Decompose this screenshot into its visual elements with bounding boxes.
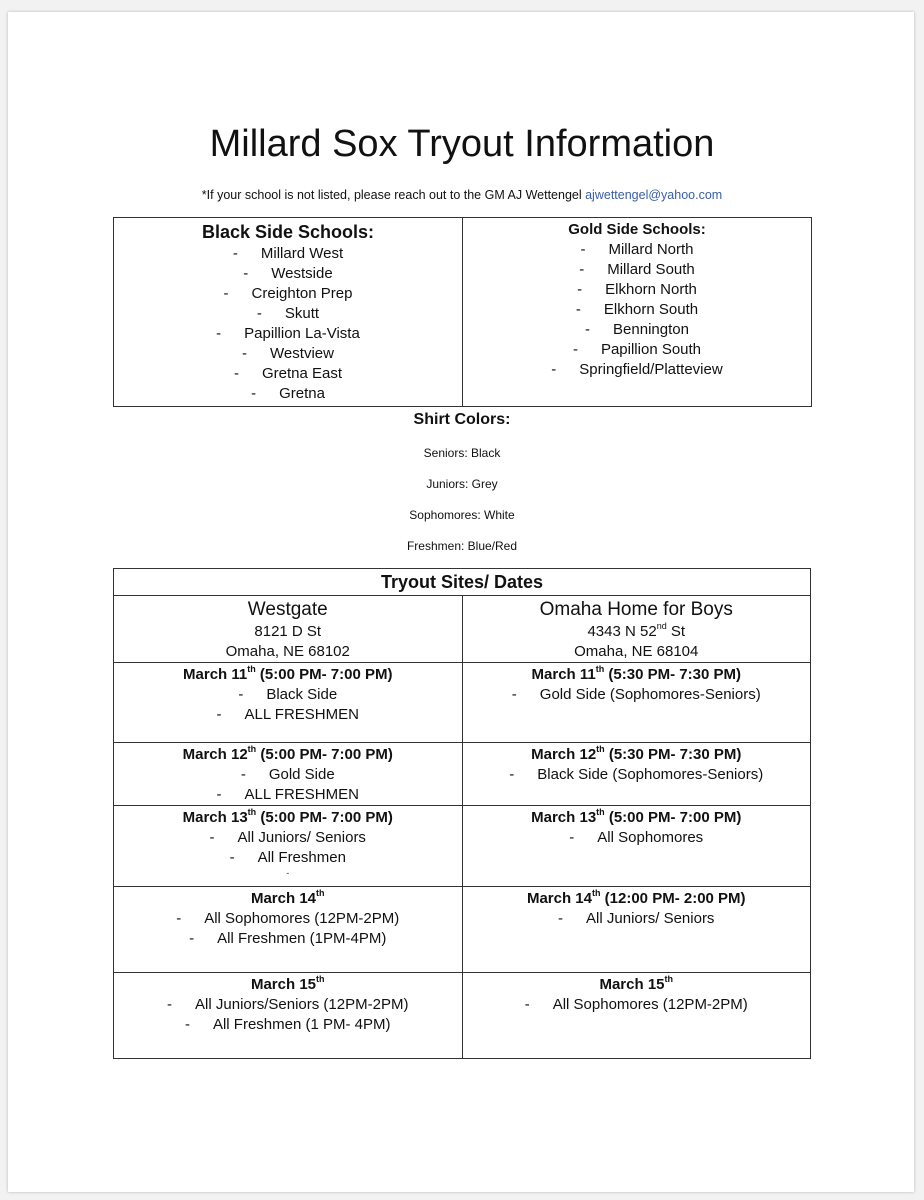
list-item: - Springfield/Platteview: [551, 361, 723, 378]
list-item: - Papillion South: [572, 341, 702, 358]
list-item: - Gold Side (Sophomores-Seniors): [511, 686, 761, 703]
list-item: - All Sophomores: [569, 829, 704, 846]
list-item: - All Freshmen (1 PM- 4PM): [184, 1016, 391, 1033]
list-item: - Papillion La-Vista: [216, 325, 360, 342]
shirt-colors-list: [0, 444, 924, 568]
session-date: March 12th (5:30 PM- 7:30 PM): [531, 744, 742, 763]
list-item: - Bennington: [585, 321, 689, 338]
stray-mark: -: [286, 868, 290, 878]
session-groups: [114, 765, 462, 805]
session-cell: [114, 806, 463, 887]
session-date: March 15th: [250, 974, 325, 993]
session-cell: [462, 663, 811, 743]
list-item: - Elkhorn South: [575, 301, 699, 318]
session-groups: [463, 909, 811, 929]
session-date: March 15th: [599, 974, 674, 993]
session-date: March 13th (5:00 PM- 7:00 PM): [182, 807, 393, 826]
tryout-table: [113, 568, 811, 1059]
session-cell: [462, 806, 811, 887]
session-cell: [114, 973, 463, 1059]
list-item: - ALL FRESHMEN: [216, 786, 359, 803]
list-item: - Creighton Prep: [223, 285, 353, 302]
list-item: - Millard South: [579, 261, 695, 278]
list-item: - All Juniors/Seniors (12PM-2PM): [167, 996, 409, 1013]
site-omaha-home-for-boys: [462, 596, 811, 663]
list-item: - All Freshmen (1PM-4PM): [189, 930, 387, 947]
list-item: - All Sophomores (12PM-2PM): [176, 910, 400, 927]
session-date: March 13th (5:00 PM- 7:00 PM): [531, 807, 742, 826]
session-groups: [463, 685, 811, 705]
session-date: March 14th: [250, 888, 325, 907]
tryout-table-heading: Tryout Sites/ Dates: [114, 569, 811, 596]
session-date: March 12th (5:00 PM- 7:00 PM): [182, 744, 393, 763]
list-item: - Millard North: [580, 241, 694, 258]
list-item: Sophomores: White: [409, 508, 515, 522]
list-item: Freshmen: Blue/Red: [406, 539, 518, 553]
session-cell: [462, 743, 811, 806]
site-street: 4343 N 52nd St: [587, 621, 686, 640]
session-cell: [462, 973, 811, 1059]
list-item: - All Freshmen: [229, 849, 346, 866]
gold-side-list: [463, 240, 811, 380]
site-street: 8121 D St: [254, 623, 322, 640]
black-side-list: [114, 244, 462, 404]
list-item: - Millard West: [232, 245, 344, 262]
list-item: - Westside: [243, 265, 333, 282]
session-date: March 11th (5:30 PM- 7:30 PM): [531, 664, 741, 683]
session-date: March 14th (12:00 PM- 2:00 PM): [526, 888, 746, 907]
gold-side-heading: Gold Side Schools:: [568, 221, 706, 238]
schools-table: [113, 217, 812, 407]
list-item: Seniors: Black: [423, 446, 501, 460]
session-groups: [463, 995, 811, 1015]
list-item: - Gretna East: [233, 365, 343, 382]
session-cell: [114, 743, 463, 806]
list-item: - Black Side: [238, 686, 338, 703]
gold-side-cell: [463, 218, 812, 407]
list-item: - All Juniors/ Seniors: [209, 829, 366, 846]
session-cell: [114, 663, 463, 743]
site-name: Westgate: [247, 599, 328, 620]
list-item: - Elkhorn North: [577, 281, 697, 298]
list-item: - Skutt: [256, 305, 320, 322]
session-cell: [114, 887, 463, 973]
black-side-cell: [114, 218, 463, 407]
list-item: Juniors: Grey: [426, 477, 498, 491]
contact-email-link[interactable]: ajwettengel@yahoo.com: [585, 188, 723, 202]
list-item: - All Juniors/ Seniors: [558, 910, 715, 927]
site-name: Omaha Home for Boys: [539, 599, 733, 620]
contact-note: [0, 186, 924, 204]
session-cell: [462, 887, 811, 973]
session-groups: [114, 995, 462, 1035]
list-item: - Black Side (Sophomores-Seniors): [509, 766, 764, 783]
contact-note-text: *If your school is not listed, please reach out to the GM AJ Wettengel: [201, 188, 586, 202]
session-groups: [463, 765, 811, 785]
session-date: March 11th (5:00 PM- 7:00 PM): [183, 664, 393, 683]
site-westgate: [114, 596, 463, 663]
list-item: - Gold Side: [240, 766, 335, 783]
black-side-heading: Black Side Schools:: [201, 222, 375, 242]
list-item: - Gretna: [251, 385, 325, 402]
session-groups: [114, 685, 462, 725]
list-item: - Westview: [242, 345, 334, 362]
session-groups: [114, 828, 462, 868]
session-groups: [114, 909, 462, 949]
list-item: - ALL FRESHMEN: [216, 706, 359, 723]
session-groups: [463, 828, 811, 848]
page-title: Millard Sox Tryout Information: [209, 123, 715, 165]
site-city: Omaha, NE 68104: [574, 643, 699, 660]
shirt-colors-heading: Shirt Colors:: [413, 411, 511, 428]
list-item: - All Sophomores (12PM-2PM): [524, 996, 748, 1013]
site-city: Omaha, NE 68102: [225, 643, 350, 660]
